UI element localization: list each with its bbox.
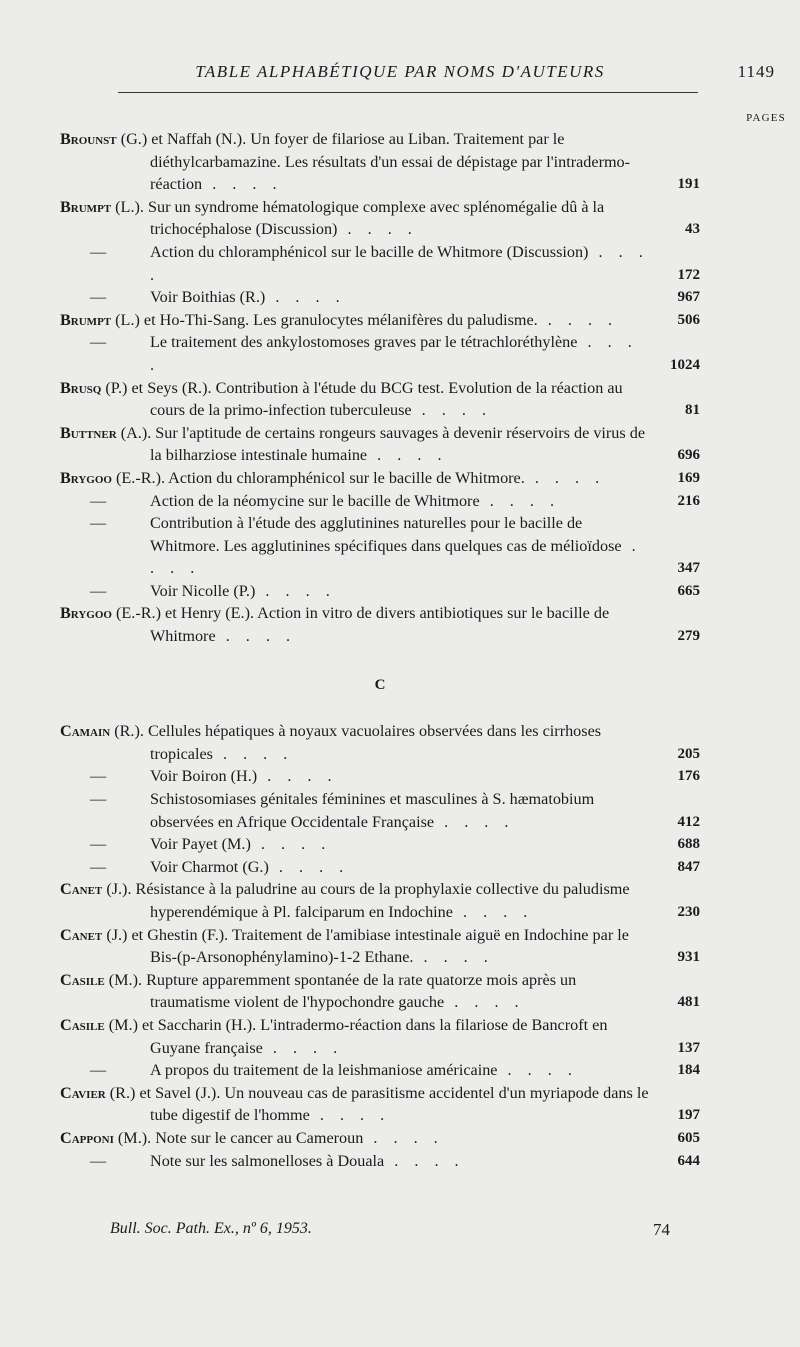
leader-dots: . . . . [202,175,283,194]
entry-author: Capponi [60,1128,114,1147]
entry-author: Camain [60,722,111,741]
entry-text: (R.). Cellules hépatiques à noyaux vacuolaires observées dans les cirrhoses tropicales [110,722,602,763]
entry-author: Buttner [60,423,117,442]
running-title: TABLE ALPHABÉTIQUE PAR NOMS D'AUTEURS [195,62,605,81]
index-entry [60,1150,700,1173]
entry-text: A propos du traitement de la leishmaniose américaine [150,1061,498,1080]
leader-dots: . . . . [411,401,492,420]
section-letter: C [374,676,386,693]
index-entry [60,1014,700,1059]
index-entry [60,241,700,286]
entry-page-number: 43 [685,221,700,238]
entry-page-number: 191 [677,176,700,193]
entry-page-number: 605 [677,1129,700,1146]
leader-dots: . . . . [150,242,649,284]
entry-author: Casile [60,970,105,989]
entry-author: Canet [60,925,103,944]
entry-text: Contribution à l'étude des agglutinines naturelles pour le bacille de Whitmore. Les agglutinines spécifiques dans quelques cas de mélioïdose [150,514,622,555]
entry-text: (M.) et Saccharin (H.). L'intradermo-réaction dans la filariose de Bancroft en Guyane française [104,1015,608,1057]
entry-page-number: 967 [677,289,700,306]
index-entry [60,580,700,603]
ditto-dash: — [90,514,107,533]
page-footer [110,1220,670,1238]
entry-author: Brygoo [60,604,112,623]
index-entry [60,286,700,309]
entry-text: (J.). Résistance à la paludrine au cours de la prophylaxie collective du paludisme hyperendémique à Pl. falciparum en Indochine [102,880,630,921]
entry-text: Voir Boithias (R.) [150,288,266,307]
index-entry [60,833,700,856]
leader-dots: . . . . [524,468,606,487]
leader-dots: . . . . [257,767,338,786]
index-entry [60,1059,700,1082]
index-entry [60,512,700,580]
index-entry [60,788,700,833]
leader-dots: . . . . [150,333,638,374]
entry-author: Canet [60,880,103,899]
entry-page-number: 931 [677,949,700,966]
entry-page-number: 688 [677,836,700,853]
entry-page-number: 847 [677,858,700,875]
index-entry [60,196,700,241]
entry-page-number: 205 [677,745,700,762]
ditto-dash: — [90,767,107,786]
entry-page-number: 184 [677,1062,700,1079]
leader-dots: . . . . [384,1151,465,1170]
entry-text: (E.-R.) et Henry (E.). Action in vitro de divers antibiotiques sur le bacille de Whitmore [111,604,610,646]
entry-text: Note sur les salmonelloses à Douala [150,1151,385,1170]
leader-dots: . . . . [444,993,525,1012]
entries-section-b [60,128,700,648]
leader-dots: . . . . [537,310,619,329]
page-number: 1149 [737,62,775,81]
entry-text: (R.) et Savel (J.). Un nouveau cas de parasitisme accidentel d'un myriapode dans le tube digestif de l'homme [105,1083,649,1125]
entry-page-number: 172 [677,266,700,283]
entry-page-number: 81 [685,402,700,419]
index-entry [60,309,700,332]
entry-author: Brumpt [60,197,112,216]
leader-dots: . . . . [212,744,294,763]
entry-page-number: 216 [677,492,700,509]
leader-dots: . . . . [268,857,350,876]
entry-page-number: 347 [677,560,700,577]
entry-text: Action de la néomycine sur le bacille de Whitmore [150,491,480,510]
leader-dots: . . . . [363,1128,444,1147]
ditto-dash: — [90,790,107,809]
ditto-dash: — [90,835,107,854]
entry-text: (E.-R.). Action du chloramphénicol sur le bacille de Whitmore. [111,468,525,487]
index-entry [60,924,700,969]
index-entry [60,602,700,647]
index-entry [60,422,700,467]
entry-text: (G.) et Naffah (N.). Un foyer de filariose au Liban. Traitement par le diéthylcarbamazine. Les résultats d'un essai de dépistage par l'intradermo-réaction [116,130,631,194]
entry-page-number: 230 [677,904,700,920]
leader-dots: . . . . [265,288,346,307]
entry-page-number: 197 [677,1107,700,1124]
leader-dots: . . . . [434,812,515,831]
index-entry [60,467,700,490]
ditto-dash: — [90,581,107,600]
entry-text: Action du chloramphénicol sur le bacille de Whitmore (Discussion) [150,242,589,261]
entry-text: Le traitement des ankylostomoses graves par le tétrachloréthylène [150,333,578,352]
entry-page-number: 1024 [670,356,700,373]
entry-page-number: 506 [677,311,700,328]
index-entry [60,490,700,513]
journal-reference: Bull. Soc. Path. Ex., nº 6, 1953. [110,1220,312,1237]
ditto-dash: — [90,857,107,876]
entry-text: Voir Nicolle (P.) [150,581,256,600]
entry-page-number: 644 [677,1152,700,1169]
ditto-dash: — [90,288,107,307]
entry-author: Brumpt [60,310,112,329]
index-entry [60,969,700,1014]
ditto-dash: — [90,333,107,352]
index-entry [60,765,700,788]
leader-dots: . . . . [479,491,561,510]
entry-page-number: 169 [677,469,700,486]
entry-page-number: 412 [677,813,700,830]
entry-author: Brygoo [60,468,112,487]
leader-dots: . . . . [367,446,448,465]
leader-dots: . . . . [337,220,418,239]
entry-page-number: 176 [677,768,700,785]
index-entry [60,1127,700,1150]
entry-text: (A.). Sur l'aptitude de certains rongeurs sauvages à devenir réservoirs de virus de la bilharziose intestinale humaine [116,423,646,465]
leader-dots: . . . . [150,536,642,578]
entry-page-number: 665 [677,582,700,599]
entry-text: Schistosomiases génitales féminines et masculines à S. hæmatobium observées en Afrique Occidentale Française [150,790,595,831]
entries-section-c [60,720,700,1172]
header-rule [118,92,698,93]
entry-text: (J.) et Ghestin (F.). Traitement de l'amibiase intestinale aiguë en Indochine par le Bis-(p-Arsonophénylamino)-1-2 Ethane. [102,925,629,967]
ditto-dash: — [90,1151,107,1170]
leader-dots: . . . . [250,835,332,854]
sheet-number: 74 [653,1220,670,1239]
entry-author: Brusq [60,378,102,397]
index-entry [60,377,700,422]
leader-dots: . . . . [309,1106,391,1125]
leader-dots: . . . . [255,581,336,600]
index-entry [60,1082,700,1127]
leader-dots: . . . . [262,1038,344,1057]
entry-page-number: 137 [677,1039,700,1056]
ditto-dash: — [90,491,107,510]
entry-author: Brounst [60,130,117,148]
ditto-dash: — [90,1061,107,1080]
ditto-dash: — [90,242,107,261]
pages-column-label: PAGES [746,112,786,124]
entry-text: Voir Boiron (H.) [150,767,258,786]
index-entry [60,856,700,879]
leader-dots: . . . . [497,1061,578,1080]
entry-text: (M.). Note sur le cancer au Cameroun [113,1128,364,1147]
entry-text: (M.). Rupture apparemment spontanée de la rate quatorze mois après un traumatisme violent de l'hypochondre gauche [104,970,577,1012]
index-entry [60,128,700,196]
leader-dots: . . . . [215,627,297,646]
index-entries [60,128,700,1172]
entry-text: (L.). Sur un syndrome hématologique complexe avec splénomégalie dû à la trichocéphalose (Discussion) [111,197,605,239]
entry-author: Casile [60,1015,105,1034]
entry-page-number: 279 [677,628,700,645]
entry-author: Cavier [60,1083,106,1102]
index-entry [60,720,700,765]
entry-text: Voir Charmot (G.) [150,857,269,876]
entry-page-number: 481 [677,994,700,1011]
entry-page-number: 696 [677,447,700,464]
leader-dots: . . . . [413,948,494,967]
leader-dots: . . . . [452,903,534,921]
entry-text: Voir Payet (M.) [150,835,251,854]
index-entry [60,331,700,376]
entry-text: (P.) et Seys (R.). Contribution à l'étude du BCG test. Evolution de la réaction au cours de la primo-infection tuberculeuse [101,378,623,420]
entry-text: (L.) et Ho-Thi-Sang. Les granulocytes mélanifères du paludisme. [111,310,538,329]
index-entry [60,878,700,923]
